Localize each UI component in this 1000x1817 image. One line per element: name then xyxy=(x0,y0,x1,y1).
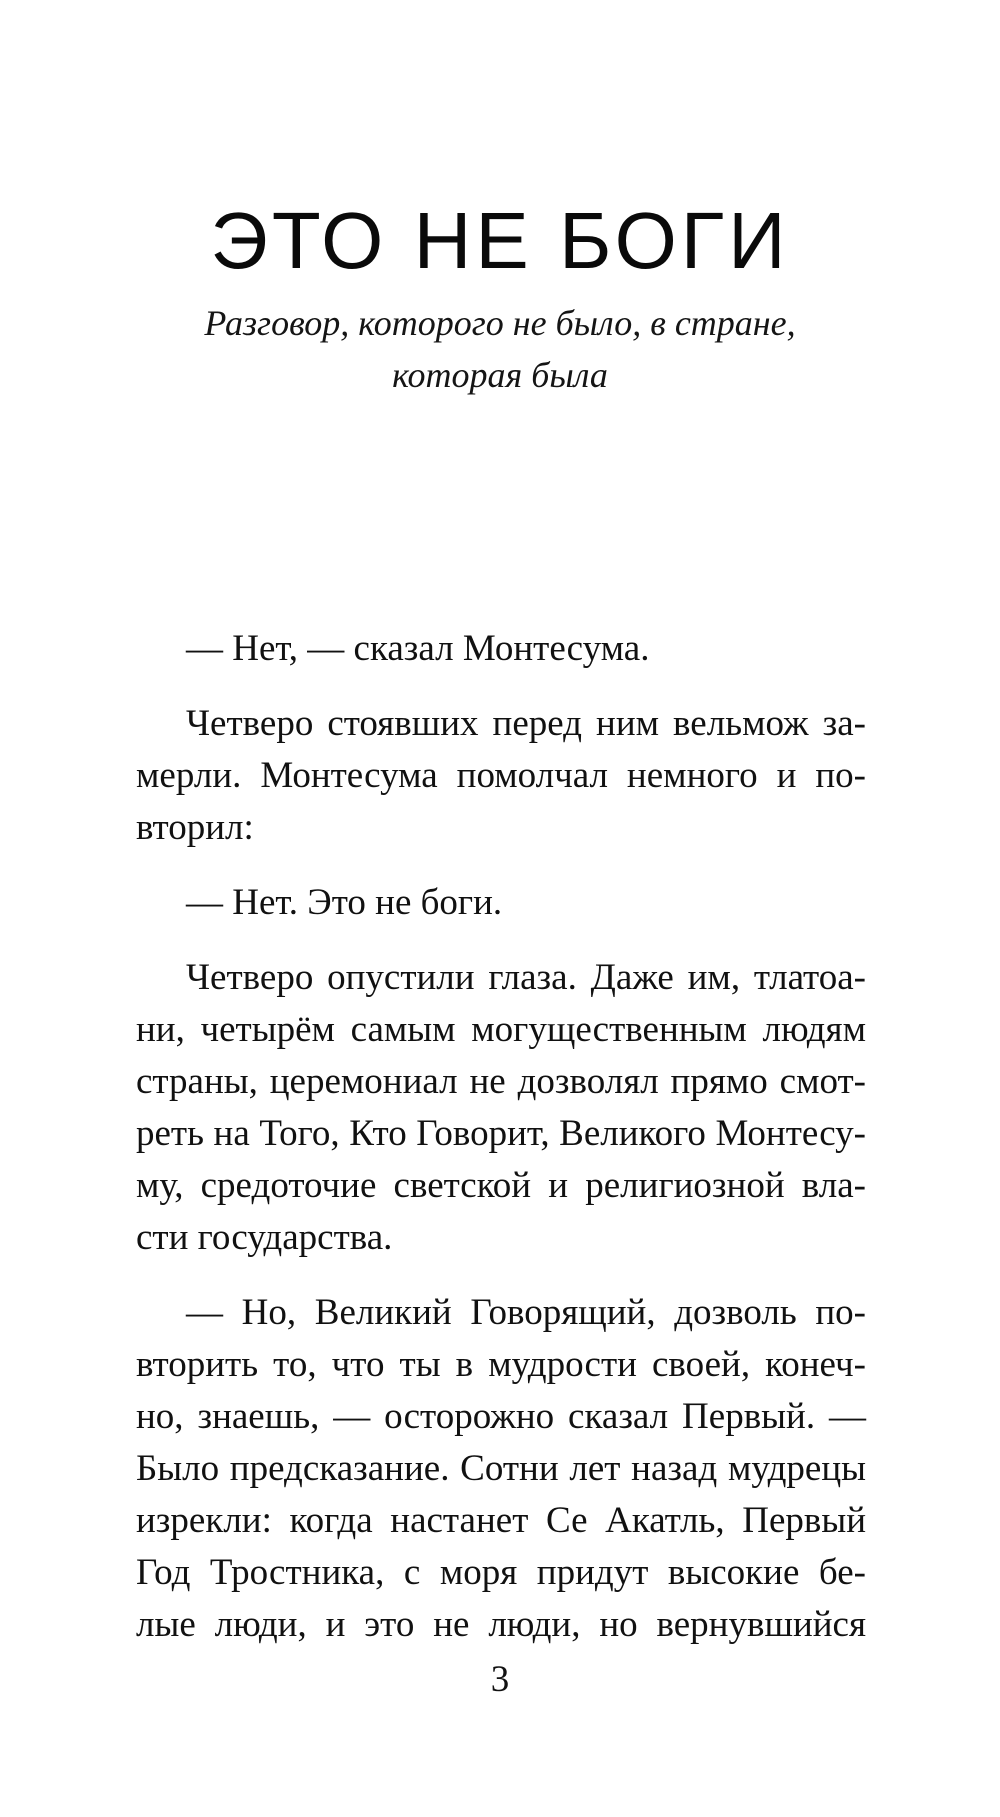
chapter-subtitle xyxy=(100,297,900,401)
body-text xyxy=(136,623,866,1674)
page-number: 3 xyxy=(490,1659,510,1700)
subtitle-line: Разговор, которого не было, в стране, xyxy=(204,303,796,343)
text-line: мерли. Монтесума помолчал немного и по- xyxy=(136,755,866,796)
text-line: — Нет, — сказал Монтесума. xyxy=(186,628,650,669)
text-line: — Но, Великий Говорящий, дозволь по- xyxy=(186,1292,866,1333)
subtitle-line: которая была xyxy=(392,355,608,395)
text-line: му, средоточие светской и религиозной вла- xyxy=(136,1165,866,1206)
chapter-title: ЭТО НЕ БОГИ xyxy=(210,196,790,285)
paragraph xyxy=(136,877,866,929)
text-line: Четверо стоявших перед ним вельмож за- xyxy=(186,703,866,744)
paragraph xyxy=(136,1287,866,1651)
paragraph xyxy=(136,623,866,675)
text-line: Было предсказание. Сотни лет назад мудрецы xyxy=(136,1448,866,1489)
text-line: страны, церемониал не дозволял прямо смот- xyxy=(136,1061,866,1102)
text-line: реть на Того, Кто Говорит, Великого Монтесу- xyxy=(136,1113,866,1154)
text-line: Год Тростника, с моря придут высокие бе- xyxy=(136,1552,866,1593)
text-line: вторить то, что ты в мудрости своей, конеч- xyxy=(136,1344,866,1385)
text-line: Четверо опустили глаза. Даже им, тлатоа- xyxy=(186,957,866,998)
text-line: вторил: xyxy=(136,807,254,848)
text-line: сти государства. xyxy=(136,1217,393,1258)
text-line: изрекли: когда настанет Се Акатль, Первый xyxy=(136,1500,866,1541)
paragraph xyxy=(136,698,866,854)
text-line: ни, четырём самым могущественным людям xyxy=(136,1009,866,1050)
text-line: лые люди, и это не люди, но вернувшийся xyxy=(136,1604,866,1645)
paragraph xyxy=(136,952,866,1264)
text-line: — Нет. Это не боги. xyxy=(186,882,503,923)
text-line: но, знаешь, — осторожно сказал Первый. — xyxy=(136,1396,866,1437)
